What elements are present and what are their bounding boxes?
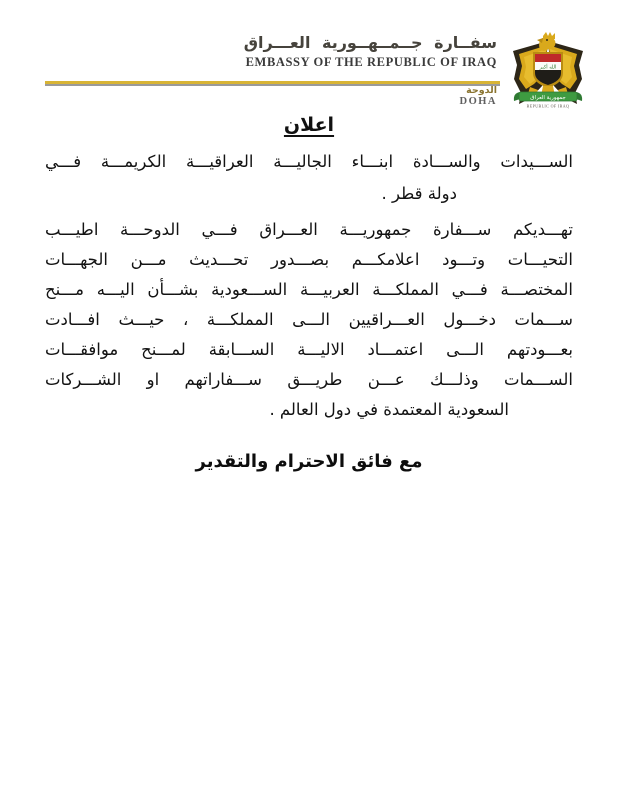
announcement-line-4: ســـمات دخـــول العـــراقيين الـــى المملكـــة ، حيـــث افـــادت	[45, 310, 573, 329]
closing-salutation: مع فائق الاحترام والتقدير	[195, 451, 423, 472]
embassy-name-english: EMBASSY OF THE REPUBLIC OF IRAQ	[245, 55, 497, 69]
announcement-line-1: تهـــديكم ســـفارة جمهوريـــة العـــراق فـــي الدوحـــة اطيـــب	[45, 220, 573, 239]
emblem-scroll-arabic: جمهورية العراق	[530, 94, 566, 101]
city-block	[460, 85, 498, 108]
header-divider	[45, 81, 500, 86]
greeting-line-2: دولة قطر .	[381, 184, 457, 203]
announcement-line-2: التحيـــات وتـــود اعلامكـــم بصـــدور تحـــديث مـــن الجهـــات	[45, 250, 573, 269]
letterhead-names	[244, 33, 497, 71]
letterhead	[0, 0, 618, 112]
greeting-line-1: الســـيدات والســـادة ابنـــاء الجاليـــة العراقيـــة الكريمـــة فـــي	[45, 152, 573, 171]
announcement-line-3: المختصـــة فـــي المملكـــة العربيـــة الســـعودية بشـــأن اليـــه مـــنح	[45, 280, 573, 299]
emblem-scroll-english: REPUBLIC OF IRAQ	[526, 103, 570, 109]
letter-body	[0, 114, 618, 472]
city-name-arabic: الدوحة	[466, 85, 497, 96]
header-divider-gray-line	[45, 84, 500, 86]
iraq-coat-of-arms-icon	[506, 27, 590, 111]
embassy-name-arabic: سفــارة جــمــهــورية العـــراق	[243, 33, 497, 52]
page-title	[0, 114, 618, 136]
city-name-english: DOHA	[459, 96, 497, 107]
announcement-line-7: السعودية المعتمدة في دول العالم .	[269, 400, 509, 419]
takbir-text: الله أكبر	[539, 64, 557, 71]
announcement-line-6: الســـمات وذلـــك عـــن طريـــق ســـفاراتهم او الشـــركات	[45, 370, 573, 389]
announcement-line-5: بعـــودتهم الـــى اعتمـــاد الاليـــة الســـابقة لمـــنح موافقـــات	[45, 340, 573, 359]
paragraph-greeting	[45, 146, 573, 210]
paragraph-announcement	[45, 215, 573, 425]
page-title-text: اعلان	[283, 114, 335, 136]
